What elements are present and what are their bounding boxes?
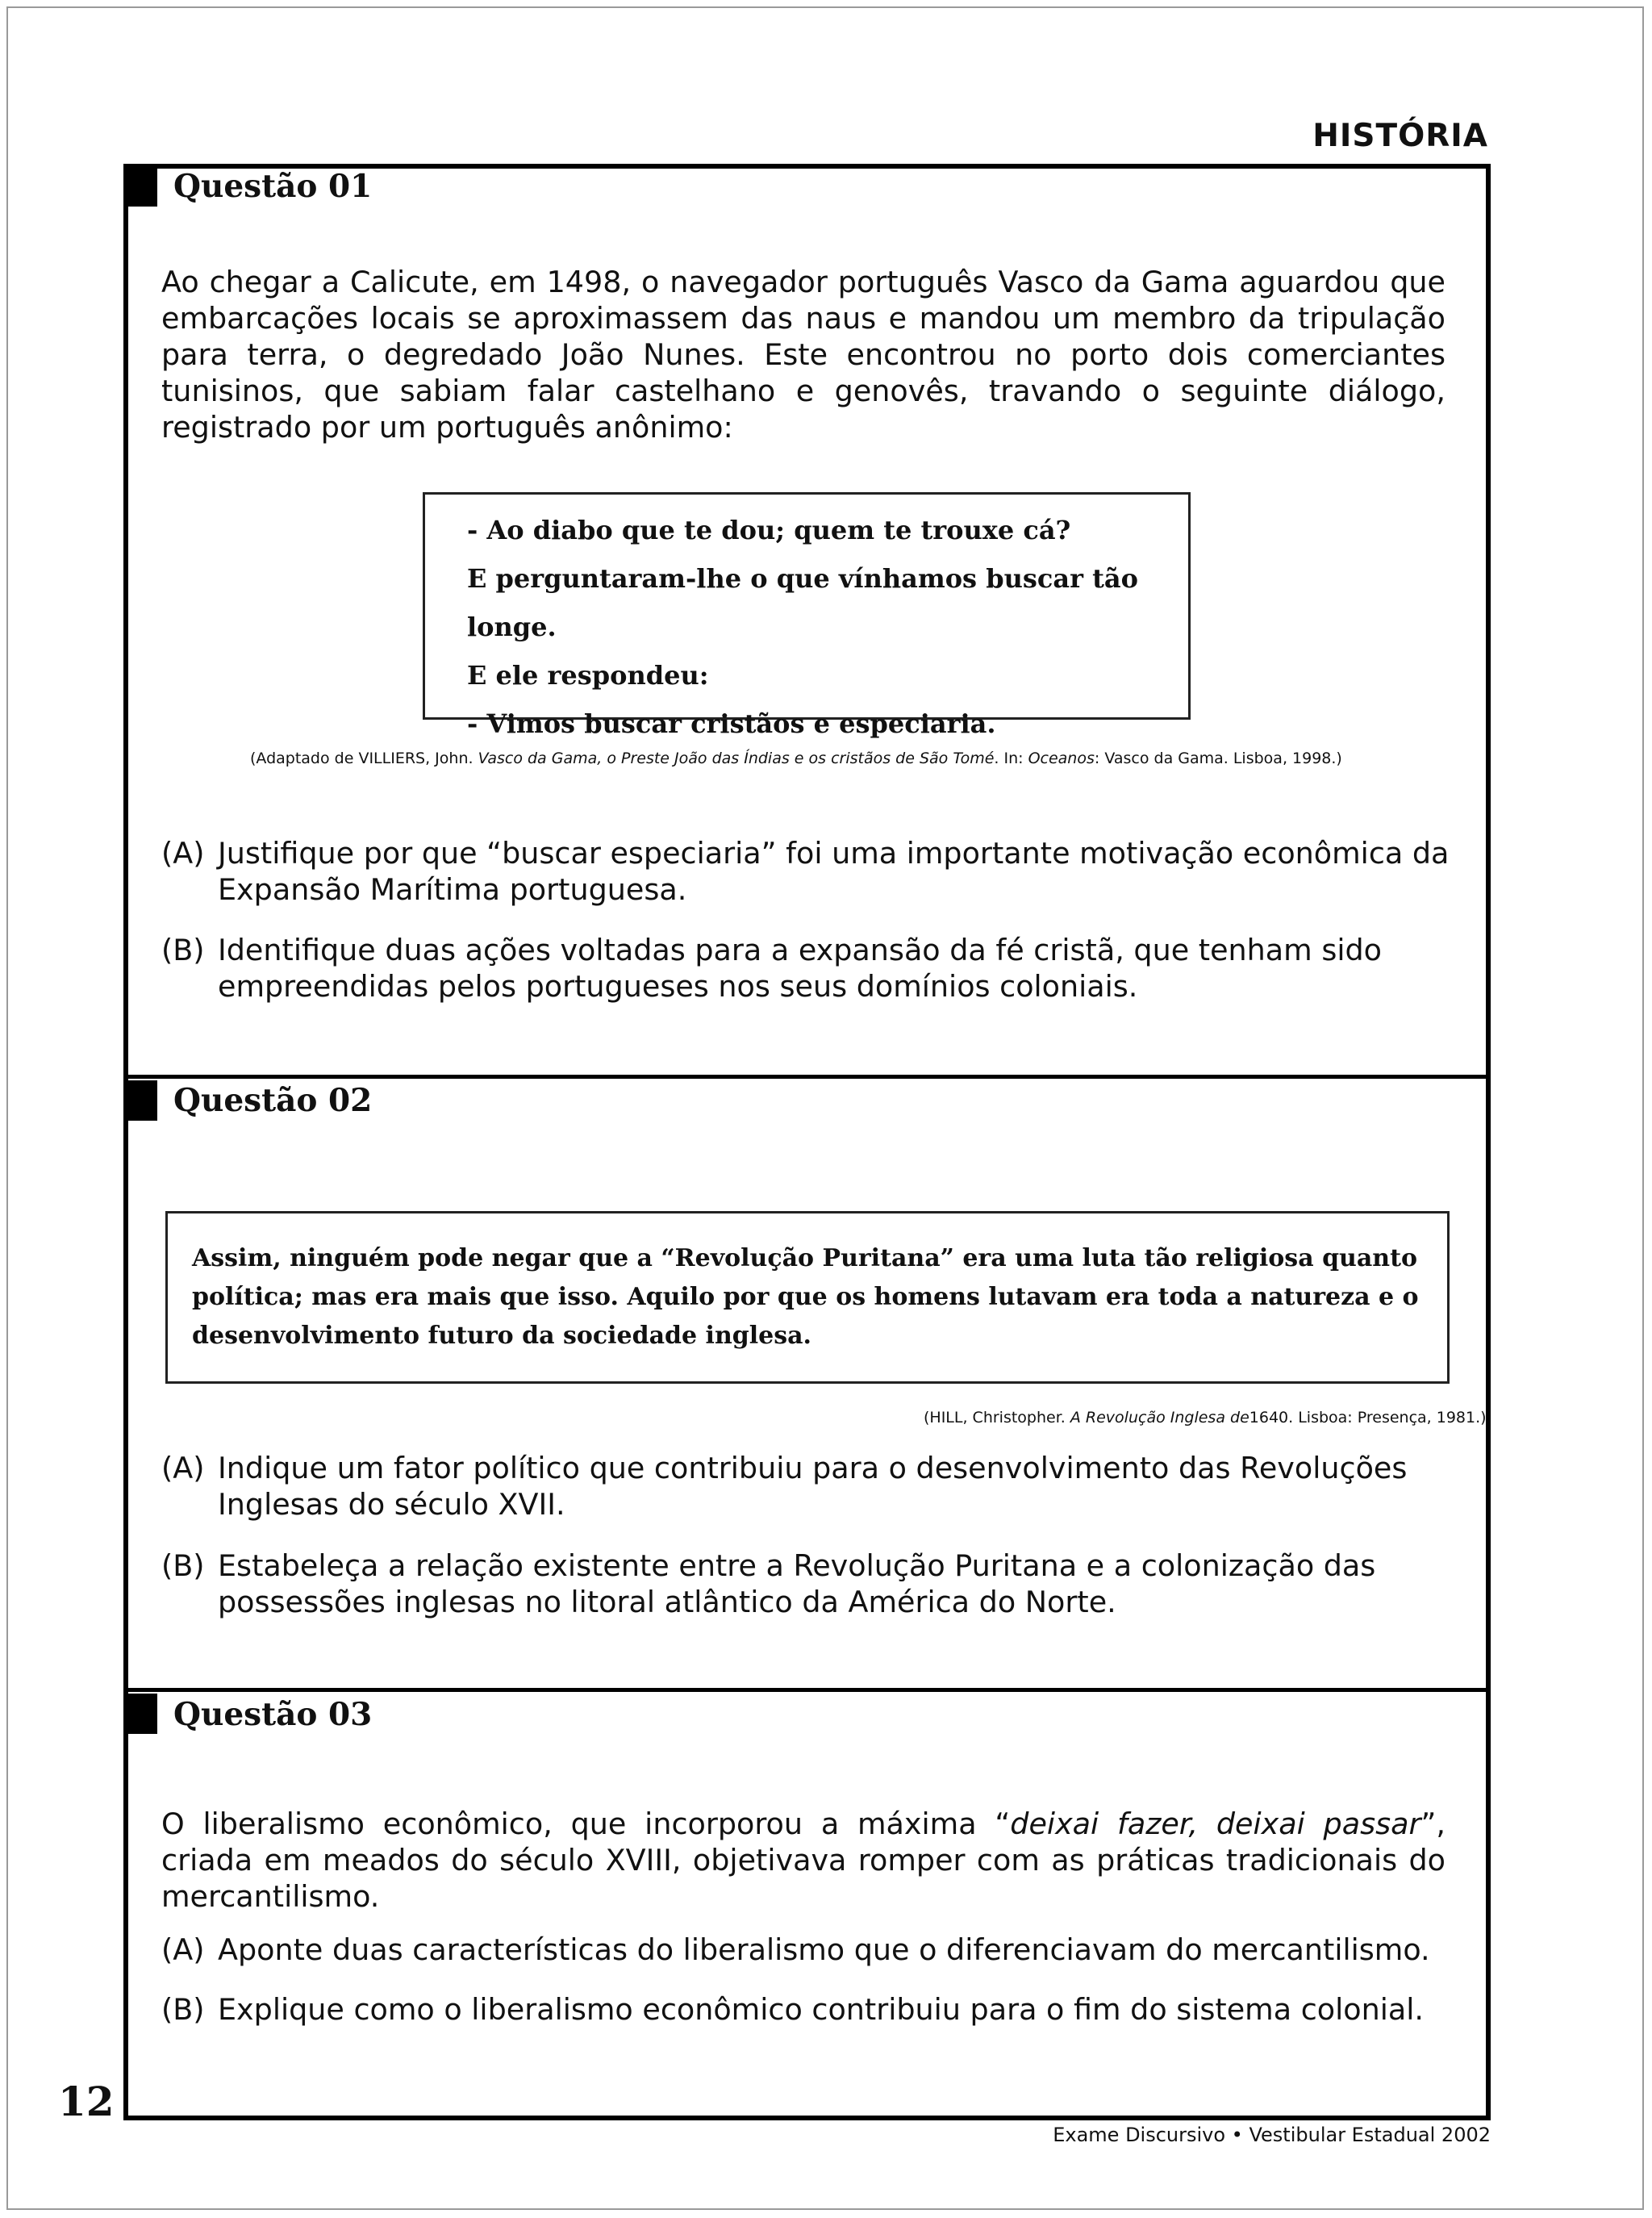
source-year: 1640	[1249, 1409, 1289, 1426]
question-2-item-b	[161, 1548, 1452, 1620]
source-suffix: . Lisboa: Presença, 1981.)	[1288, 1409, 1487, 1426]
question-1-item-a	[161, 835, 1452, 908]
footer-text: Exame Discursivo • Vestibular Estadual 2002	[1053, 2124, 1491, 2146]
source-prefix: (HILL, Christopher.	[924, 1409, 1070, 1426]
question-2-title: Questão 02	[173, 1082, 373, 1119]
question-2-source	[924, 1408, 1487, 1427]
intro-text: O liberalismo econômico, que incorporou a máxima “	[161, 1807, 1011, 1841]
question-3-item-a	[161, 1932, 1452, 1968]
item-letter: (A)	[161, 836, 205, 871]
source-middle: . In:	[994, 750, 1028, 767]
quote-line: - Ao diabo que te dou; quem te trouxe cá?	[467, 515, 1071, 545]
item-letter: (B)	[161, 1548, 205, 1583]
section-divider-1	[123, 1075, 1491, 1079]
item-text: Identifique duas ações voltadas para a expansão da fé cristã, que tenham sido empreendidas pelos portugueses nos seus domínios coloniais.	[218, 933, 1382, 1004]
question-marker-icon	[125, 166, 157, 207]
source-title: A Revolução Inglesa de	[1070, 1409, 1249, 1426]
question-2-quote: Assim, ninguém pode negar que a “Revolução Puritana” era uma luta tão religiosa quanto política; mas era mais que isso. Aquilo por que os homens lutavam era toda a natureza e o desenvolvimento futuro da sociedade inglesa.	[192, 1244, 1419, 1350]
question-2-item-a	[161, 1450, 1452, 1523]
subject-heading: HISTÓRIA	[1312, 118, 1488, 154]
question-3-item-b	[161, 1991, 1452, 2028]
item-text: Justifique por que “buscar especiaria” foi uma importante motivação econômica da Expansão Marítima portuguesa.	[218, 836, 1450, 907]
question-marker-icon	[125, 1694, 157, 1734]
intro-maxim: deixai fazer, deixai passar	[1010, 1807, 1421, 1841]
item-letter: (A)	[161, 1451, 205, 1485]
question-1-source	[250, 749, 1342, 768]
source-prefix: (Adaptado de VILLIERS, John.	[250, 750, 478, 767]
item-text: Indique um fator político que contribuiu para o desenvolvimento das Revoluções Inglesas do século XVII.	[218, 1451, 1408, 1522]
source-title: Vasco da Gama, o Preste João das Índias e os cristãos de São Tomé	[478, 750, 995, 767]
question-2-quote-box	[165, 1211, 1450, 1384]
question-1-item-b	[161, 932, 1452, 1005]
quote-line: E perguntaram-lhe o que vínhamos buscar tão longe.	[467, 563, 1138, 642]
item-text: Estabeleça a relação existente entre a Revolução Puritana e a colonização das possessões inglesas no litoral atlântico da América do Norte.	[218, 1548, 1376, 1619]
intro-text: ”, criada em meados do século XVIII, objetivava romper com as práticas tradicionais do mercantilismo.	[161, 1807, 1446, 1914]
source-suffix: : Vasco da Gama. Lisboa, 1998.)	[1094, 750, 1342, 767]
page-number: 12	[58, 2078, 115, 2125]
item-text: Aponte duas características do liberalismo que o diferenciavam do mercantilismo.	[218, 1932, 1430, 1967]
item-letter: (A)	[161, 1932, 205, 1967]
item-text: Explique como o liberalismo econômico contribuiu para o fim do sistema colonial.	[218, 1992, 1424, 2027]
quote-line: - Vimos buscar cristãos e especiaria.	[467, 708, 996, 739]
source-work: Oceanos	[1028, 750, 1095, 767]
item-letter: (B)	[161, 933, 205, 967]
item-letter: (B)	[161, 1992, 205, 2027]
quote-line: E ele respondeu:	[467, 660, 709, 691]
question-3-title: Questão 03	[173, 1696, 373, 1733]
question-3-intro	[161, 1806, 1446, 1915]
section-divider-2	[123, 1688, 1491, 1692]
question-1-intro: Ao chegar a Calicute, em 1498, o navegador português Vasco da Gama aguardou que embarcações locais se aproximassem das naus e mandou um membro da tripulação para terra, o degredado João Nunes. Este encontrou no porto dois comerciantes tunisinos, que sabiam falar castelhano e genovês, travando o seguinte diálogo, registrado por um português anônimo:	[161, 265, 1446, 445]
question-1-quote-box	[423, 492, 1191, 739]
question-marker-icon	[125, 1080, 157, 1121]
question-1-title: Questão 01	[173, 168, 373, 205]
